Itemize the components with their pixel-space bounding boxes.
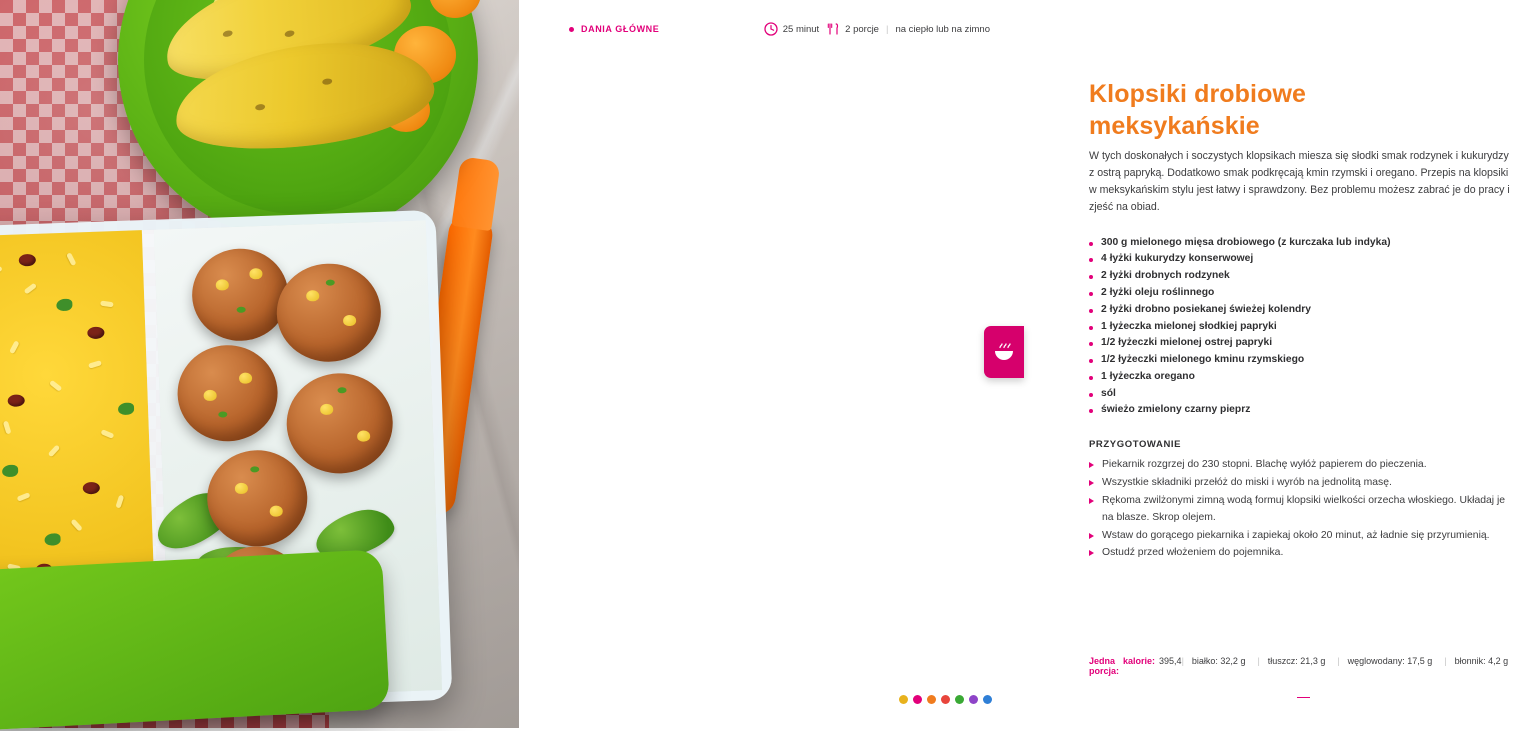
cutlery-icon [826, 22, 840, 36]
lunchbox-lid [0, 549, 390, 731]
color-dot [955, 695, 964, 704]
preparation-steps [1089, 457, 1514, 562]
portions-label: 2 porcje [845, 23, 879, 35]
bowl-icon [993, 342, 1015, 362]
list-item: świeżo zmielony czarny pieprz [1089, 402, 1514, 419]
list-item: 1/2 łyżeczki mielonej ostrej papryki [1089, 335, 1514, 352]
nutrition-fiber-value: błonnik: 4,2 g [1454, 656, 1509, 666]
list-item: sól [1089, 386, 1514, 403]
cooking-time [764, 22, 819, 36]
preparation-heading: PRZYGOTOWANIE [1089, 439, 1182, 451]
recipe-side-tab-button[interactable] [984, 326, 1024, 378]
list-item: 2 łyżki drobnych rodzynek [1089, 268, 1514, 285]
nutrition-pipe: | [1444, 656, 1447, 666]
list-item: 1 łyżeczka oregano [1089, 369, 1514, 386]
meta-separator: | [885, 23, 889, 35]
list-item: Wstaw do gorącego piekarnika i zapiekaj około 20 minut, aż ładnie się przyrumienią. [1089, 528, 1514, 545]
nutrition-pipe: | [1181, 656, 1184, 666]
list-item: 1/2 łyżeczki mielonego kminu rzymskiego [1089, 352, 1514, 369]
cooking-time-label: 25 minut [782, 23, 820, 35]
serving-note: na ciepło lub na zimno [895, 23, 990, 35]
color-dot [969, 695, 978, 704]
clock-icon [764, 22, 778, 36]
nutrition-label: Jedna porcja: [1089, 656, 1120, 676]
list-item: 1 łyżeczka mielonej słodkiej papryki [1089, 319, 1514, 336]
page-color-dots [899, 695, 992, 704]
recipe-category: DANIA GŁÓWNE [581, 24, 660, 34]
nutrition-fat [1257, 656, 1325, 666]
list-item: 4 łyżki kukurydzy konserwowej [1089, 251, 1514, 268]
ingredients-list [1089, 235, 1514, 420]
page-title [1089, 78, 1519, 142]
nutrition-pipe: | [1337, 656, 1340, 666]
list-item: 300 g mielonego mięsa drobiowego (z kurczaka lub indyka) [1089, 235, 1514, 252]
list-item: Ostudź przed włożeniem do pojemnika. [1089, 545, 1514, 562]
recipe-intro: W tych doskonałych i soczystych klopsikach miesza się słodki smak rodzynek i kukurydzy z ostrą papryką. Dodatkowo smak podkręcają kmin rzymski i oregano. Przepis na klopsiki w meksykańskim stylu jest łatwy i sprawdzony. Bez problemu możesz zabrać je do pracy i zjeść na obiad. [1089, 150, 1510, 214]
nutrition-protein [1182, 656, 1246, 666]
nutrition-protein-value: białko: 32,2 g [1191, 656, 1246, 666]
recipe-body [1089, 148, 1514, 563]
nutrition-carbs-value: węglowodany: 17,5 g [1347, 656, 1433, 666]
color-dot [913, 695, 922, 704]
recipe-title-line1: Klopsiki drobiowe [1089, 80, 1306, 108]
list-item: Piekarnik rozgrzej do 230 stopni. Blachę wyłóż papierem do pieczenia. [1089, 457, 1514, 474]
recipe-text-pane [519, 0, 1510, 728]
color-dot [983, 695, 992, 704]
color-dot [927, 695, 936, 704]
list-item: Wszystkie składniki przełóż do miski i wyrób na jednolitą masę. [1089, 475, 1514, 492]
bowl-inner [144, 0, 452, 214]
nutrition-pipe: | [1257, 656, 1260, 666]
color-dot [899, 695, 908, 704]
list-item: 2 łyżki drobno posiekanej świeżej kolendry [1089, 302, 1514, 319]
list-item: 2 łyżki oleju roślinnego [1089, 285, 1514, 302]
nutrition-carbs [1337, 656, 1432, 666]
category-dot-icon [569, 27, 574, 32]
color-dot [941, 695, 950, 704]
nutrition-fiber [1444, 656, 1508, 666]
nutrition-fat-value: tłuszcz: 21,3 g [1267, 656, 1326, 666]
portions [826, 22, 879, 36]
calories-label: kalorie: [1123, 656, 1156, 666]
recipe-title-line2: meksykańskie [1089, 112, 1260, 140]
lunchbox-meal-photo [0, 0, 519, 728]
list-item: Rękoma zwilżonymi zimną wodą formuj klopsiki wielkości orzecha włoskiego. Układaj je na blasze. Skrop olejem. [1089, 493, 1514, 527]
recipe-meta-row [569, 22, 990, 36]
page-rule [1297, 697, 1310, 699]
calories-value: 395,4 [1159, 656, 1182, 666]
